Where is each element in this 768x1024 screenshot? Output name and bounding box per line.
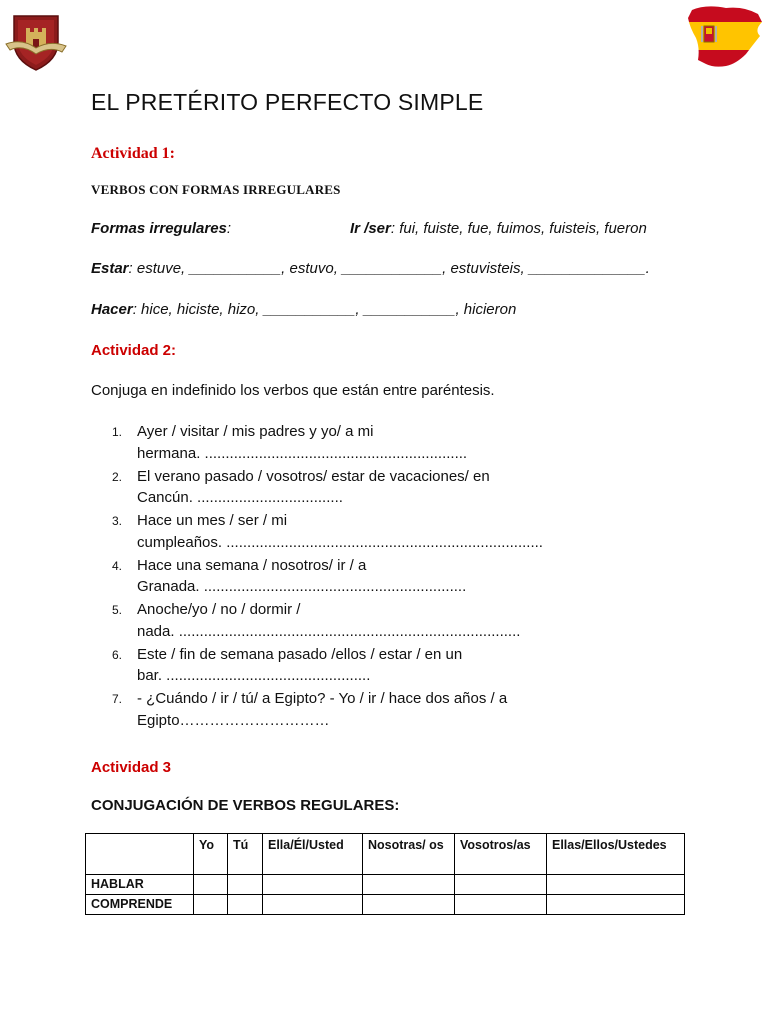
answer-cell[interactable] xyxy=(547,895,685,915)
spain-flag-map-icon xyxy=(686,2,766,70)
ir-ser-label: Ir /ser xyxy=(350,220,391,237)
item-line-1: Este / fin de semana pasado /ellos / estar / en un xyxy=(137,645,463,663)
item-number: 2. xyxy=(112,469,123,484)
item-number: 5. xyxy=(112,603,123,617)
list-item xyxy=(112,644,607,689)
item-line-2: bar. ................................................. xyxy=(137,667,371,684)
header-cell xyxy=(86,834,194,875)
answer-cell[interactable] xyxy=(363,875,455,895)
list-item xyxy=(112,688,607,733)
actividad-1-subtitle: VERBOS CON FORMAS IRREGULARES xyxy=(91,182,341,197)
answer-cell[interactable] xyxy=(194,895,228,915)
answer-cell[interactable] xyxy=(547,875,685,895)
header-cell: Ella/Él/Usted xyxy=(263,834,363,875)
list-item xyxy=(112,555,607,600)
conjugation-table xyxy=(85,833,685,915)
answer-cell[interactable] xyxy=(194,875,228,895)
list-item xyxy=(112,510,607,555)
list-item xyxy=(112,466,607,511)
hacer-forms: : hice, hiciste, hizo, ___________, ___________, hicieron xyxy=(132,301,517,318)
answer-cell[interactable] xyxy=(228,875,263,895)
actividad-3-heading: Actividad 3 xyxy=(91,759,172,776)
actividad-2-heading: Actividad 2: xyxy=(91,342,177,359)
ir-ser-forms: : fui, fuiste, fue, fuimos, fuisteis, fueron xyxy=(390,220,647,237)
header-cell: Vosotros/as xyxy=(455,834,547,875)
item-line-2: Egipto………………………… xyxy=(137,711,330,729)
item-line-1: Hace una semana / nosotros/ ir / a xyxy=(137,556,367,574)
header-cell: Yo xyxy=(194,834,228,875)
item-line-2: Cancún. ................................... xyxy=(137,489,343,506)
estar-forms: : estuve, ___________, estuvo, ____________, estuvisteis, ______________. xyxy=(128,260,650,277)
ir-ser-line xyxy=(350,220,647,237)
header-cell: Nosotras/ os xyxy=(363,834,455,875)
item-number: 3. xyxy=(112,514,123,528)
header-cell: Ellas/Ellos/Ustedes xyxy=(547,834,685,875)
school-crest-icon xyxy=(4,12,68,72)
list-item xyxy=(112,421,607,466)
actividad-2-instruction: Conjuga en indefinido los verbos que están entre paréntesis. xyxy=(91,382,495,399)
item-number: 4. xyxy=(112,558,123,573)
answer-cell[interactable] xyxy=(363,895,455,915)
estar-label: Estar xyxy=(91,260,129,277)
estar-line xyxy=(91,260,650,277)
answer-cell[interactable] xyxy=(455,895,547,915)
actividad-1-heading: Actividad 1: xyxy=(91,145,175,162)
row-label: COMPRENDE xyxy=(86,895,194,915)
table-header-row xyxy=(86,834,685,875)
hacer-label: Hacer xyxy=(91,301,133,318)
actividad-3-subtitle: CONJUGACIÓN DE VERBOS REGULARES: xyxy=(91,797,400,814)
header-cell: Tú xyxy=(228,834,263,875)
table-row xyxy=(86,895,685,915)
hacer-line xyxy=(91,301,516,318)
answer-cell[interactable] xyxy=(228,895,263,915)
answer-cell[interactable] xyxy=(455,875,547,895)
page-title: EL PRETÉRITO PERFECTO SIMPLE xyxy=(91,89,484,115)
item-line-2: hermana. ............................................................... xyxy=(137,444,468,462)
formas-colon: : xyxy=(226,220,232,237)
item-line-1: El verano pasado / vosotros/ estar de vacaciones/ en xyxy=(137,467,490,485)
list-item xyxy=(112,599,607,644)
item-line-1: Hace un mes / ser / mi xyxy=(137,512,288,529)
answer-cell[interactable] xyxy=(263,895,363,915)
table-row xyxy=(86,875,685,895)
item-line-2: cumpleaños. ............................................................................ xyxy=(137,533,543,551)
item-number: 6. xyxy=(112,647,123,662)
row-label: HABLAR xyxy=(86,875,194,895)
item-line-1: Anoche/yo / no / dormir / xyxy=(137,601,301,618)
formas-label: Formas irregulares xyxy=(91,220,227,237)
item-line-2: Granada. ............................................................... xyxy=(137,578,467,595)
exercise-list xyxy=(112,421,607,733)
formas-irregulares-line xyxy=(91,220,231,237)
item-line-2: nada. .................................................................................. xyxy=(137,622,521,640)
item-number: 1. xyxy=(112,425,123,439)
answer-cell[interactable] xyxy=(263,875,363,895)
item-line-1: Ayer / visitar / mis padres y yo/ a mi xyxy=(137,423,374,440)
item-line-1: - ¿Cuándo / ir / tú/ a Egipto? - Yo / ir / hace dos años / a xyxy=(137,690,508,707)
item-number: 7. xyxy=(112,692,123,706)
